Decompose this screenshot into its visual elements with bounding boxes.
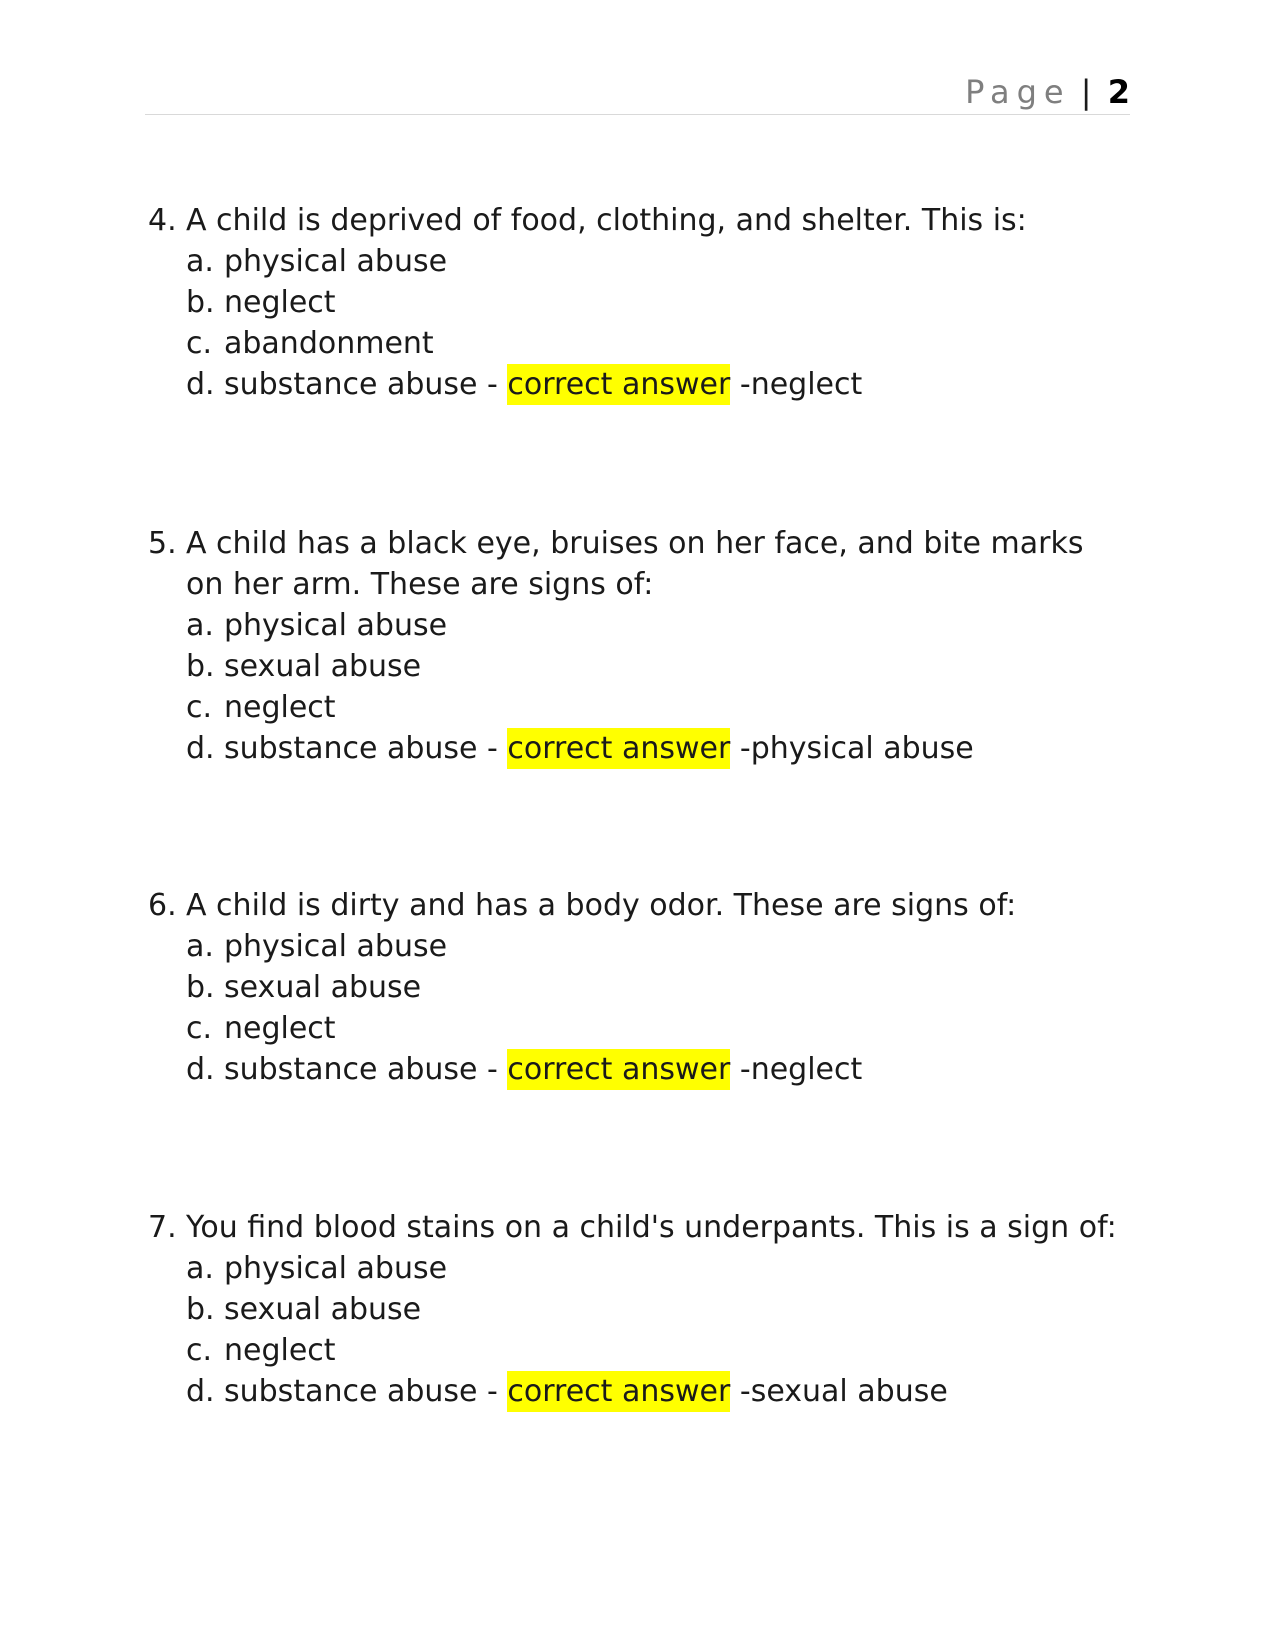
option-text: physical abuse: [224, 1251, 448, 1286]
option-text: physical abuse: [224, 608, 448, 643]
correct-answer-highlight: correct answer: [507, 1371, 730, 1412]
question-number: 6.: [148, 888, 177, 923]
question-text: A child is deprived of food, clothing, and shelter. This is:: [186, 203, 1027, 238]
option-text: physical abuse: [224, 244, 448, 279]
question-5: [148, 523, 1128, 769]
option-b: [186, 967, 1128, 1008]
option-letter: d.: [186, 1052, 215, 1087]
option-letter: d.: [186, 1374, 215, 1409]
correct-answer-text: -physical abuse: [730, 731, 974, 766]
correct-answer-text: -neglect: [730, 367, 863, 402]
correct-answer-text: -neglect: [730, 1052, 863, 1087]
answer-options: [186, 605, 1128, 769]
option-letter: b.: [186, 285, 215, 320]
option-letter: c.: [186, 1011, 213, 1046]
option-letter: d.: [186, 367, 215, 402]
option-letter: a.: [186, 244, 214, 279]
option-letter: a.: [186, 1251, 214, 1286]
page-number: 2: [1107, 73, 1130, 111]
answer-options: [186, 1248, 1128, 1412]
option-text: neglect: [224, 285, 336, 320]
option-c: [186, 323, 1128, 364]
question-text: A child is dirty and has a body odor. These are signs of:: [186, 888, 1017, 923]
answer-options: [186, 926, 1128, 1090]
option-letter: c.: [186, 326, 213, 361]
question-text: You find blood stains on a child's underpants. This is a sign of:: [186, 1210, 1117, 1245]
option-c: [186, 1330, 1128, 1371]
option-text: abandonment: [224, 326, 434, 361]
option-d: [186, 1049, 1128, 1090]
page-separator: |: [1080, 73, 1092, 111]
option-letter: d.: [186, 731, 215, 766]
option-text: substance abuse -: [224, 1052, 508, 1087]
question-number: 4.: [148, 203, 177, 238]
option-text: sexual abuse: [224, 970, 422, 1005]
option-d: [186, 728, 1128, 769]
option-text: substance abuse -: [224, 367, 508, 402]
option-c: [186, 687, 1128, 728]
page-word: Page: [965, 73, 1071, 111]
question-7: [148, 1207, 1128, 1412]
correct-answer-highlight: correct answer: [507, 728, 730, 769]
option-letter: b.: [186, 649, 215, 684]
question-number: 7.: [148, 1210, 177, 1245]
option-a: [186, 241, 1128, 282]
correct-answer-text: -sexual abuse: [730, 1374, 948, 1409]
option-c: [186, 1008, 1128, 1049]
option-text: substance abuse -: [224, 1374, 508, 1409]
option-d: [186, 1371, 1128, 1412]
correct-answer-highlight: correct answer: [507, 1049, 730, 1090]
question-6: [148, 885, 1128, 1090]
option-text: sexual abuse: [224, 1292, 422, 1327]
option-text: sexual abuse: [224, 649, 422, 684]
option-letter: b.: [186, 970, 215, 1005]
option-d: [186, 364, 1128, 405]
option-letter: a.: [186, 929, 214, 964]
option-b: [186, 1289, 1128, 1330]
page-number-label: [965, 74, 1130, 110]
option-letter: b.: [186, 1292, 215, 1327]
option-letter: a.: [186, 608, 214, 643]
question-text: A child has a black eye, bruises on her face, and bite marks on her arm. These are signs of:: [186, 526, 1084, 602]
question-4: [148, 200, 1128, 405]
option-text: physical abuse: [224, 929, 448, 964]
answer-options: [186, 241, 1128, 405]
option-letter: c.: [186, 1333, 213, 1368]
option-text: neglect: [224, 1333, 336, 1368]
option-b: [186, 282, 1128, 323]
correct-answer-highlight: correct answer: [507, 364, 730, 405]
option-text: neglect: [224, 690, 336, 725]
option-text: neglect: [224, 1011, 336, 1046]
option-a: [186, 605, 1128, 646]
option-a: [186, 1248, 1128, 1289]
question-number: 5.: [148, 526, 177, 561]
option-text: substance abuse -: [224, 731, 508, 766]
option-b: [186, 646, 1128, 687]
option-a: [186, 926, 1128, 967]
option-letter: c.: [186, 690, 213, 725]
page-header: [145, 70, 1130, 115]
